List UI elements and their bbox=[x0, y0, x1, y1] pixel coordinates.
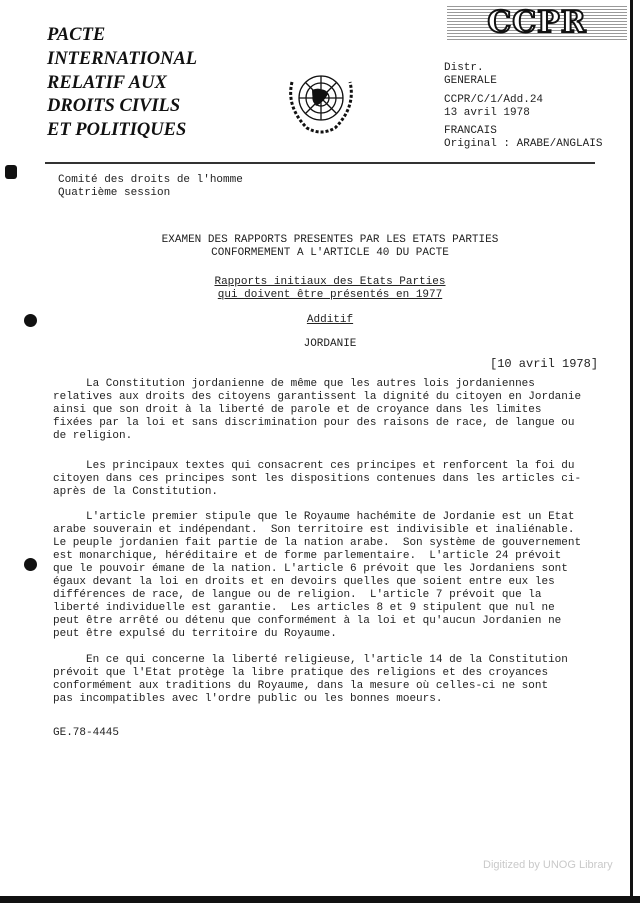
covenant-title bbox=[47, 24, 197, 143]
scan-border-bottom bbox=[0, 896, 640, 903]
paragraph: Les principaux textes qui consacrent ces principes et renforcent la foi du citoyen dans ces principes sont les dispositions contenues dans les articles ci- après de la Constitution. bbox=[53, 460, 582, 498]
punch-hole bbox=[24, 314, 37, 327]
digitization-watermark: Digitized by UNOG Library bbox=[483, 859, 613, 871]
document-symbol: CCPR/C/1/Add.24 bbox=[444, 94, 544, 106]
country-label: JORDANIE bbox=[303, 338, 357, 350]
job-number: GE.78-4445 bbox=[53, 727, 120, 739]
document-symbol-block bbox=[444, 94, 543, 120]
title-line: PACTE bbox=[47, 25, 106, 45]
punch-mark bbox=[5, 165, 17, 179]
title-line: RELATIF AUX bbox=[47, 72, 167, 93]
scan-border-right bbox=[630, 0, 633, 903]
paragraph: L'article premier stipule que le Royaume hachémite de Jordanie est un Etat arabe souverain et indépendant. Son territoire est indivisible et inaliénable. Le peuple jordanien fait partie de la nation arabe. Son système de gouvernement est monarchique, héréditaire et de forme parlementaire. L'article 24 prévoit que le pouvoir émane de la nation. L'article 6 prévoit que les Jordaniens sont égaux devant la loi en droits et en devoirs quelles que soient entre eux les différences de race, de langue ou de religion. L'article 7 prévoit que la liberté individuelle est garantie. Les articles 8 et 9 stipulent que nul ne peut être arrêté ou détenu que conformément à la loi et qu'aucun Jordanien ne peut être expulsé du territoire du Royaume. bbox=[53, 511, 582, 640]
document-date: 13 avril 1978 bbox=[444, 107, 530, 119]
language-block: FRANCAIS Original : ARABE/ANGLAIS bbox=[444, 125, 603, 150]
report-date: [10 avril 1978] bbox=[490, 357, 599, 371]
paragraph: La Constitution jordanienne de même que les autres lois jordaniennes relatives aux droits des citoyens garantissent la dignité du citoyen en Jordanie ainsi que son droit à la liberté de parole et de croyance dans les limites fixées par la loi et sans discrimination pour des raisons de race, de langue ou de religion. bbox=[53, 378, 582, 442]
title-line: ET POLITIQUES bbox=[47, 120, 187, 141]
ccpr-logo: CCPR bbox=[447, 4, 627, 40]
paragraph: En ce qui concerne la liberté religieuse, l'article 14 de la Constitution prévoit que l'Etat protège la libre pratique des religions et des croyances conformément aux traditions du Royaume, dans la mesure où celles-ci ne sont pas incompatibles avec l'ordre public ou les bonnes moeurs. bbox=[53, 654, 568, 705]
addendum-label: Additif bbox=[306, 314, 354, 326]
committee: Comité des droits de l'homme Quatrième session bbox=[58, 174, 243, 199]
document-heading: EXAMEN DES RAPPORTS PRESENTES PAR LES ETATS PARTIES CONFORMEMENT A L'ARTICLE 40 DU PACTE bbox=[161, 234, 499, 259]
un-emblem-icon bbox=[282, 62, 360, 140]
title-line: DROITS CIVILS bbox=[47, 96, 181, 117]
title-line: INTERNATIONAL bbox=[47, 48, 198, 69]
punch-hole bbox=[24, 558, 37, 571]
document-subheading: Rapports initiaux des Etats Parties qui doivent être présentés en 1977 bbox=[214, 276, 446, 301]
header-divider bbox=[45, 162, 595, 164]
distribution: Distr. GENERALE bbox=[444, 62, 497, 87]
